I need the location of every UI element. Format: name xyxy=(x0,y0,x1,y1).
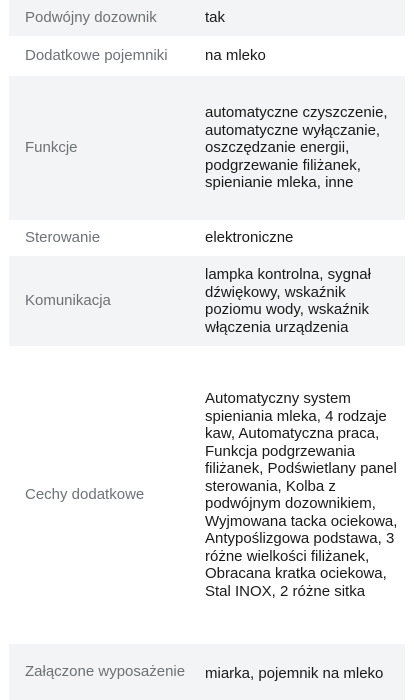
spec-value: na mleko xyxy=(205,47,266,65)
specifications-table xyxy=(9,0,405,700)
spec-value: elektroniczne xyxy=(205,229,294,247)
spec-label: Komunikacja xyxy=(25,292,111,309)
spec-row-control xyxy=(9,220,405,256)
spec-label: Podwójny dozownik xyxy=(25,9,157,26)
spec-row-included-accessories xyxy=(9,644,405,700)
spec-row-functions xyxy=(9,76,405,220)
spec-row-communication xyxy=(9,256,405,346)
spec-label: Załączone wyposażenie xyxy=(25,663,186,680)
spec-value: miarka, pojemnik na mleko xyxy=(205,665,384,683)
spec-value: lampka kontrolna, sygnał dźwiękowy, wskaźnik poziomu wody, wskaźnik włączenia urządzenia xyxy=(205,266,371,336)
spec-label: Cechy dodatkowe xyxy=(25,486,145,503)
spec-row-double-dispenser xyxy=(9,0,405,36)
spec-label: Dodatkowe pojemniki xyxy=(25,47,168,64)
spec-value: automatyczne czyszczenie, automatyczne wyłączanie, oszczędzanie energii, podgrzewanie filiżanek, spienianie mleka, inne xyxy=(205,104,388,192)
spec-row-extra-features xyxy=(9,346,405,644)
spec-label: Funkcje xyxy=(25,139,78,156)
spec-label: Sterowanie xyxy=(25,229,101,246)
spec-row-extra-containers xyxy=(9,36,405,76)
spec-value: tak xyxy=(205,9,226,27)
spec-value: Automatyczny system spieniania mleka, 4 rodzaje kaw, Automatyczna praca, Funkcja podgrzewania filiżanek, Podświetlany panel sterowania, Kolba z podwójnym dozownikiem, Wyjmowana tacka ociekowa, Antypoślizgowa podstawa, 3 różne wielkości filiżanek, Obracana kratka ociekowa, Stal INOX, 2 różne sitka xyxy=(205,390,398,600)
